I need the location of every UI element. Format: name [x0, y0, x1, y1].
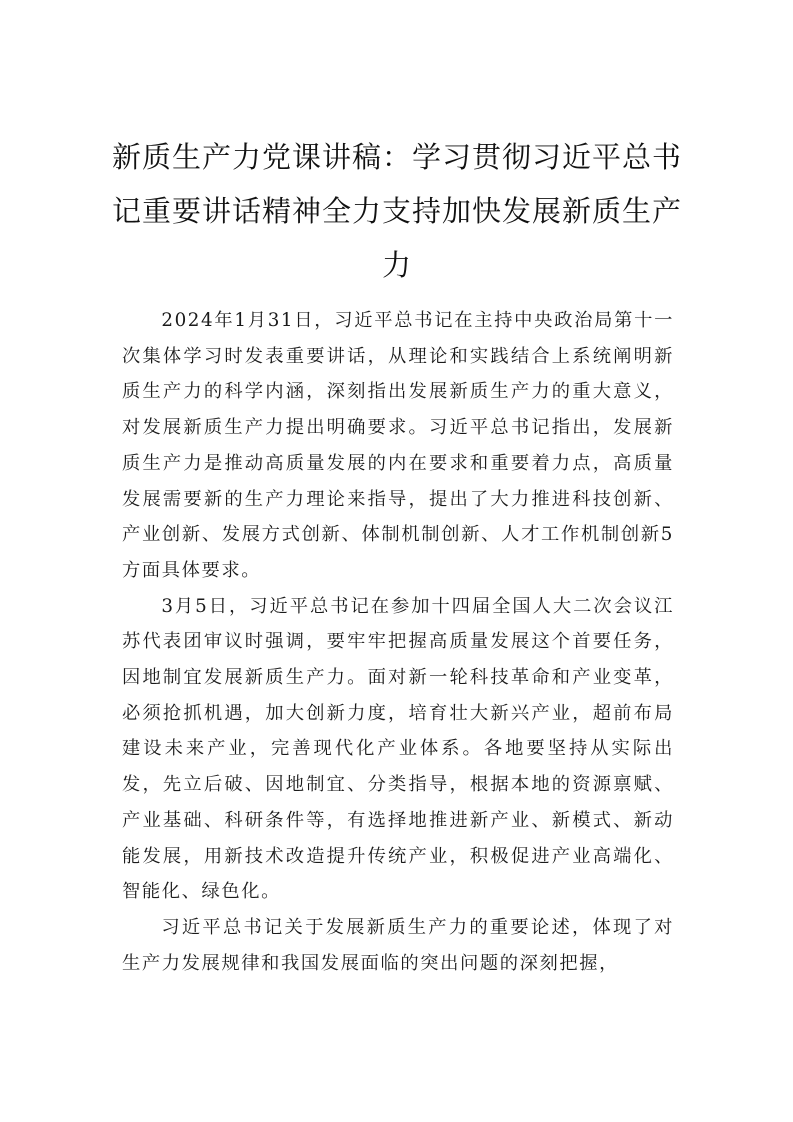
document-body [122, 303, 674, 981]
paragraph: 3月5日，习近平总书记在参加十四届全国人大二次会议江苏代表团审议时强调，要牢牢把握高质量发展这个首要任务，因地制宜发展新质生产力。面对新一轮科技革命和产业变革，必须抢抓机遇，加大创新力度，培育壮大新兴产业，超前布局建设未来产业，完善现代化产业体系。各地要坚持从实际出发，先立后破、因地制宜、分类指导，根据本地的资源禀赋、产业基础、科研条件等，有选择地推进新产业、新模式、新动能发展，用新技术改造提升传统产业，积极促进产业高端化、智能化、绿色化。 [122, 595, 674, 903]
paragraph: 习近平总书记关于发展新质生产力的重要论述，体现了对生产力发展规律和我国发展面临的突出问题的深刻把握， [122, 916, 674, 974]
document-title: 新质生产力党课讲稿：学习贯彻习近平总书记重要讲话精神全力支持加快发展新质生产力 [112, 140, 683, 282]
paragraph: 2024年1月31日，习近平总书记在主持中央政治局第十一次集体学习时发表重要讲话，从理论和实践结合上系统阐明新质生产力的科学内涵，深刻指出发展新质生产力的重大意义，对发展新质生产力提出明确要求。习近平总书记指出，发展新质生产力是推动高质量发展的内在要求和重要着力点，高质量发展需要新的生产力理论来指导，提出了大力推进科技创新、产业创新、发展方式创新、体制机制创新、人才工作机制创新5方面具体要求。 [122, 310, 674, 581]
